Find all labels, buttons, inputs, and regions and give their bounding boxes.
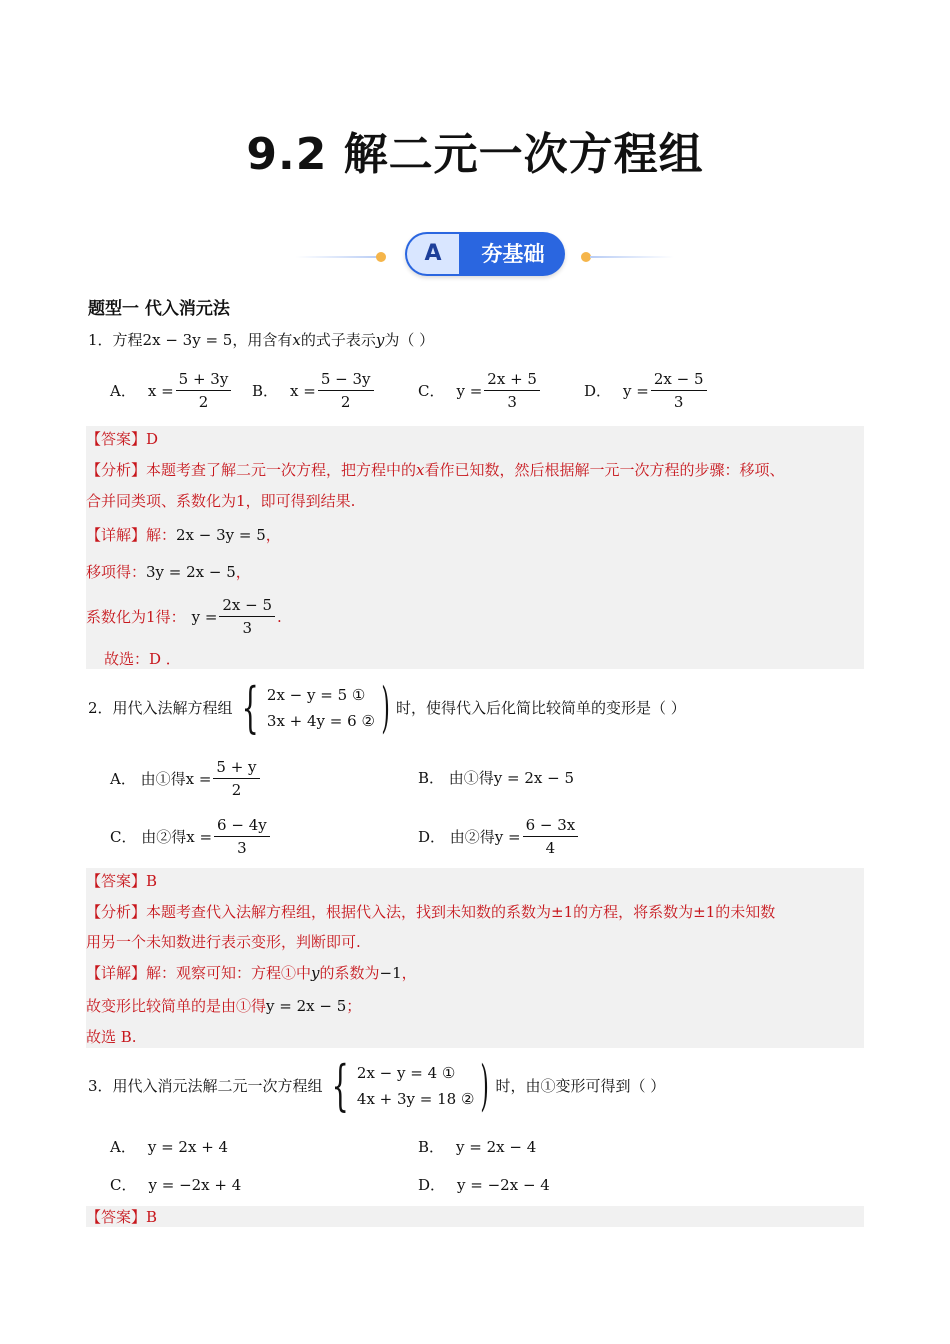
q1-solution-box	[86, 426, 864, 669]
system-rows	[267, 682, 375, 734]
var-y: y	[311, 964, 320, 982]
q1-analysis-line-2	[86, 490, 355, 511]
system-eq-2: 3x + 4y = 6 ②	[266, 712, 375, 730]
banner-label: 夯基础	[481, 242, 545, 266]
equation: 3y = 2x − 5	[146, 563, 236, 581]
denominator: 3	[673, 393, 684, 411]
option-expr: y = 2x + 4	[147, 1137, 229, 1156]
right-paren: )	[381, 676, 390, 739]
text: 的未知数	[715, 903, 776, 921]
q2-solution-box	[86, 868, 864, 1048]
option-lhs: x =	[186, 827, 213, 846]
text: 【详解】解：	[86, 526, 177, 544]
option-label: C．	[418, 382, 445, 400]
banner-line-left	[296, 256, 380, 258]
q1-analysis-line-1	[86, 459, 785, 480]
right-paren: )	[480, 1054, 490, 1117]
value: −1	[379, 964, 402, 982]
option-label: B．	[252, 382, 279, 400]
punct: .	[277, 607, 282, 626]
denominator: 3	[237, 839, 247, 857]
punct: ；	[346, 997, 362, 1015]
number: 1	[563, 903, 574, 921]
system-eq-2: 4x + 3y = 18 ②	[356, 1090, 475, 1108]
question-3-stem	[88, 1054, 666, 1117]
denominator: 2	[231, 781, 242, 799]
option-expr: y = 2x − 4	[456, 1137, 537, 1156]
system-eq-1: 2x − y = 4 ①	[356, 1064, 456, 1082]
fraction	[213, 756, 259, 801]
option-lhs: y =	[623, 381, 649, 400]
q1-var-x: x	[292, 331, 301, 349]
denominator: 2	[340, 393, 351, 411]
option-label: B． 由①得	[418, 769, 494, 787]
system-eq-1: 2x − y = 5 ①	[266, 686, 366, 704]
system-rows	[357, 1060, 475, 1112]
numerator: 5 + y	[213, 756, 259, 779]
section-title: 题型一 代入消元法	[88, 299, 230, 319]
text: 得：	[155, 608, 186, 626]
question-2-stem	[88, 676, 686, 739]
number: 1	[705, 903, 716, 921]
fraction	[484, 368, 540, 413]
option-label: B．	[418, 1138, 445, 1156]
number: 1	[236, 492, 246, 510]
numerator: 2x − 5	[651, 368, 707, 391]
equation: y = 2x − 5	[266, 997, 347, 1015]
q1-stem-pre: 1．方程	[88, 331, 143, 349]
q2-option-b[interactable]	[418, 767, 574, 788]
fraction	[318, 368, 374, 413]
q1-stem-mid: ，用含有	[232, 331, 293, 349]
q1-option-d[interactable]	[584, 368, 709, 413]
number: 1	[146, 607, 156, 626]
page-title: 9.2 解二元一次方程组	[246, 129, 704, 180]
q2-option-c[interactable]	[110, 814, 272, 859]
q3-stem-post: 时，由①变形可得到（ ）	[495, 1077, 666, 1095]
denominator: 3	[507, 393, 517, 411]
numerator: 5 − 3y	[318, 368, 374, 391]
banner-letter: A	[407, 234, 459, 274]
numerator: 2x − 5	[219, 594, 275, 617]
q2-analysis-line-1	[86, 901, 775, 922]
banner-line-right	[590, 256, 674, 258]
q1-option-a[interactable]	[110, 368, 233, 413]
fraction	[219, 594, 275, 639]
left-brace: {	[331, 1054, 349, 1117]
q1-detail-line-2	[86, 561, 251, 582]
q1-stem-end: 为（ ）	[384, 331, 435, 349]
q3-solution-box	[86, 1206, 864, 1227]
q1-option-c[interactable]	[418, 368, 542, 413]
punct: ，	[235, 563, 251, 581]
text: 【详解】解：观察可知：方程①中	[86, 964, 312, 982]
text: 看作已知数，然后根据解一元一次方程的步骤：移项、	[424, 461, 785, 479]
q2-conclusion: 故选 B.	[86, 1028, 137, 1046]
q3-option-b[interactable]	[418, 1136, 536, 1157]
fraction	[523, 814, 579, 859]
q1-option-b[interactable]	[252, 368, 376, 413]
q2-option-a[interactable]	[110, 756, 262, 801]
option-label: A． 由①得	[110, 770, 186, 788]
q1-detail-line-1	[86, 524, 281, 545]
var-x: x	[416, 461, 425, 479]
option-lhs: x =	[147, 381, 174, 400]
text: 合并同类项、系数化为	[86, 492, 237, 510]
punct: ，	[265, 526, 281, 544]
q2-option-d[interactable]	[418, 814, 580, 859]
text: 移项得：	[86, 563, 147, 581]
q2-analysis-line-2: 用另一个未知数进行表示变形，判断即可.	[86, 933, 361, 951]
q1-equation: 2x − 3y = 5	[142, 331, 233, 349]
text: 的方程，将系数为±	[573, 903, 706, 921]
equation-system	[233, 676, 396, 739]
denominator: 3	[242, 619, 252, 637]
text: 【分析】本题考查代入法解方程组，根据代入法，找到未知数的系数为±	[86, 903, 564, 921]
text: 故变形比较简单的是由①得	[86, 997, 267, 1015]
numerator: 5 + 3y	[176, 368, 232, 391]
level-banner	[405, 232, 565, 276]
denominator: 4	[545, 839, 556, 857]
option-label: D．	[584, 382, 612, 400]
q1-stem-post: 的式子表示	[300, 331, 376, 349]
question-1-stem	[88, 329, 434, 351]
numerator: 2x + 5	[484, 368, 540, 391]
q2-stem-post: 时，使得代入后化简比较简单的变形是（ ）	[395, 699, 686, 717]
option-expr: y = −2x + 4	[148, 1175, 242, 1194]
option-label: C．	[110, 1176, 137, 1194]
fraction	[651, 368, 707, 413]
fraction	[176, 368, 232, 413]
option-label: C． 由②得	[110, 828, 187, 846]
option-label: A．	[110, 1138, 136, 1156]
banner-dot-left	[376, 252, 386, 262]
q3-stem-pre: 3．用代入消元法解二元一次方程组	[88, 1077, 323, 1095]
text: 【分析】本题考查了解二元一次方程，把方程中的	[86, 461, 417, 479]
equation: 2x − 3y = 5	[176, 526, 266, 544]
left-brace: {	[241, 676, 259, 739]
equation-system	[323, 1054, 496, 1117]
q2-stem-pre: 2．用代入法解方程组	[88, 699, 233, 717]
option-label: A．	[110, 382, 136, 400]
text: 的系数为	[319, 964, 380, 982]
option-lhs: y =	[494, 827, 521, 846]
q3-answer: 【答案】B	[86, 1208, 158, 1226]
q3-option-c[interactable]	[110, 1174, 241, 1195]
lhs: y =	[191, 607, 218, 626]
q3-option-d[interactable]	[418, 1174, 550, 1195]
text: 系数化为	[86, 608, 147, 626]
q1-answer: 【答案】D	[86, 430, 159, 448]
q3-option-a[interactable]	[110, 1136, 228, 1157]
option-lhs: x =	[290, 381, 316, 400]
option-label: D． 由②得	[418, 828, 495, 846]
option-lhs: x =	[185, 769, 212, 788]
option-expr: y = 2x − 5	[493, 768, 575, 787]
q1-var-y: y	[375, 331, 385, 349]
q1-detail-line-3	[86, 594, 282, 639]
punct: ，	[401, 964, 417, 982]
option-expr: y = −2x − 4	[457, 1175, 550, 1194]
text: ，即可得到结果.	[245, 492, 356, 510]
q2-detail-line-1	[86, 962, 417, 983]
q2-detail-line-2	[86, 995, 361, 1016]
q1-conclusion: 故选：D ．	[104, 650, 181, 668]
q2-answer: 【答案】B	[86, 872, 158, 890]
option-label: D．	[418, 1176, 446, 1194]
denominator: 2	[198, 393, 209, 411]
option-lhs: y =	[456, 381, 483, 400]
numerator: 6 − 4y	[214, 814, 270, 837]
fraction	[214, 814, 270, 859]
numerator: 6 − 3x	[523, 814, 579, 837]
